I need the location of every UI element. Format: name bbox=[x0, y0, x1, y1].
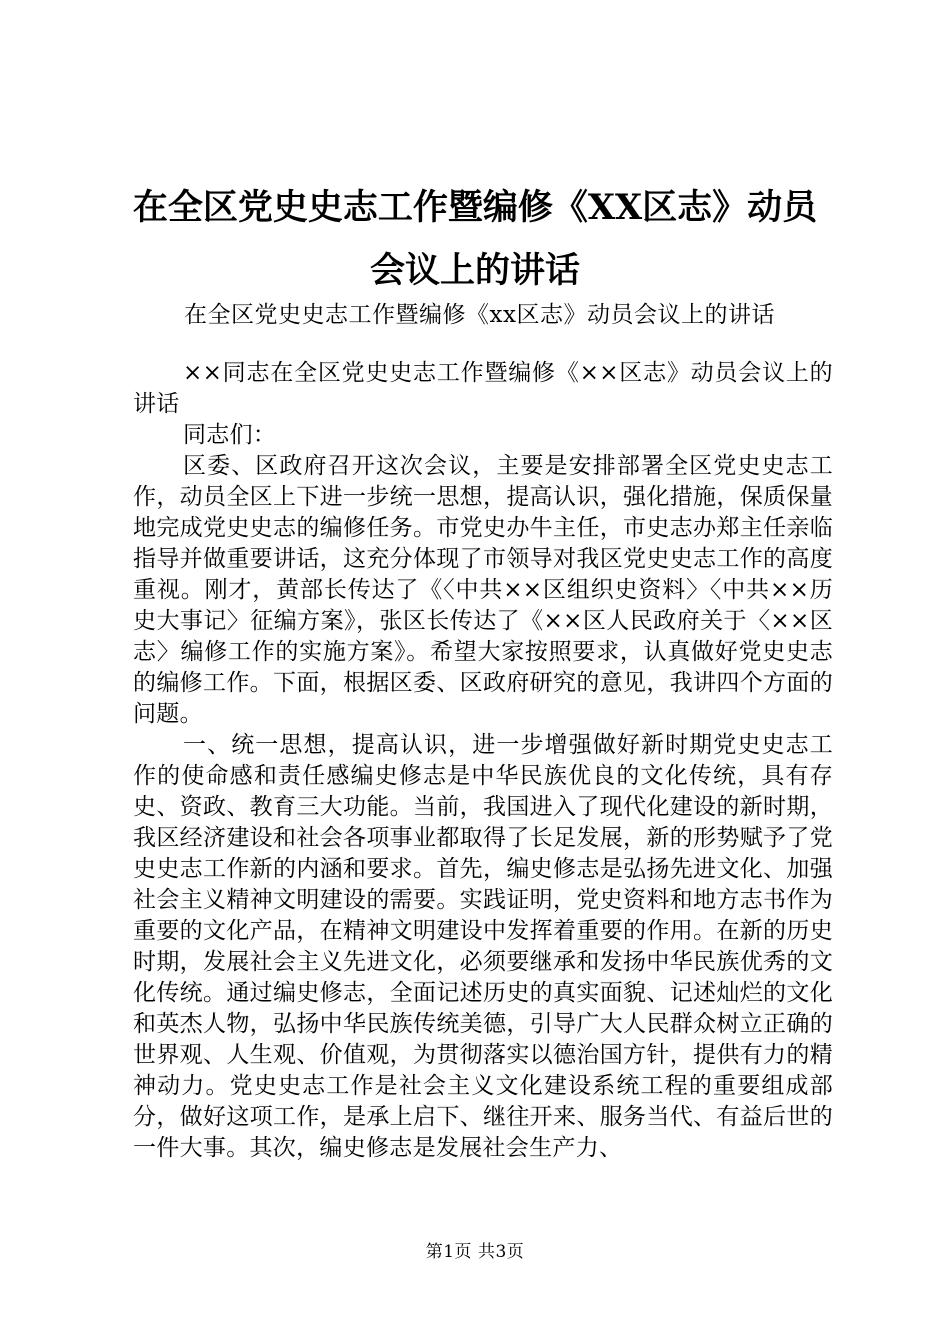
paragraph-salutation: 同志们： bbox=[183, 422, 277, 448]
document-title-line-2: 会议上的讲话 bbox=[369, 250, 580, 291]
page-number-footer: 第1页 共3页 bbox=[425, 1242, 525, 1262]
document-subtitle: 在全区党史史志工作暨编修《xx区志》动员会议上的讲话 bbox=[184, 302, 775, 328]
paragraph-section-one: 一、统一思想，提高认识，进一步增强做好新时期党史史志工作的使命感和责任感编史修志是中华民族优良的文化传统，具有存史、资政、教育三大功能。当前，我国进入了现代化建设的新时期，我区经济建设和社会各项事业都取得了长足发展，新的形势赋予了党史史志工作新的内涵和要求。首先，编史修志是弘扬先进文化、加强社会主义精神文明建设的需要。实践证明，党史资料和地方志书作为重要的文化产品，在精神文明建设中发挥着重要的作用。在新的历史时期，发展社会主义先进文化，必须要继承和发扬中华民族优秀的文化传统。通过编史修志，全面记述历史的真实面貌、记述灿烂的文化和英杰人物，弘扬中华民族传统美德，引导广大人民群众树立正确的世界观、人生观、价值观，为贯彻落实以德治国方针，提供有力的精神动力。党史史志工作是社会主义文化建设系统工程的重要组成部分，做好这项工作，是承上启下、继往开来、服务当代、有益后世的一件大事。其次，编史修志是发展社会生产力、 bbox=[133, 732, 833, 1161]
document-title-line-1: 在全区党史史志工作暨编修《XX区志》动员 bbox=[132, 187, 818, 228]
document-body bbox=[133, 358, 833, 1164]
paragraph-speech-heading: ××同志在全区党史史志工作暨编修《××区志》动员会议上的讲话 bbox=[133, 360, 833, 417]
paragraph-introduction: 区委、区政府召开这次会议，主要是安排部署全区党史史志工作，动员全区上下进一步统一思想，提高认识，强化措施，保质保量地完成党史史志的编修任务。市党史办牛主任，市史志办郑主任亲临指导并做重要讲话，这充分体现了市领导对我区党史史志工作的高度重视。刚才，黄部长传达了《〈中共××区组织史资料〉〈中共××历史大事记〉征编方案》，张区长传达了《××区人民政府关于〈××区志〉编修工作的实施方案》。希望大家按照要求，认真做好党史史志的编修工作。下面，根据区委、区政府研究的意见，我讲四个方面的问题。 bbox=[133, 453, 833, 727]
